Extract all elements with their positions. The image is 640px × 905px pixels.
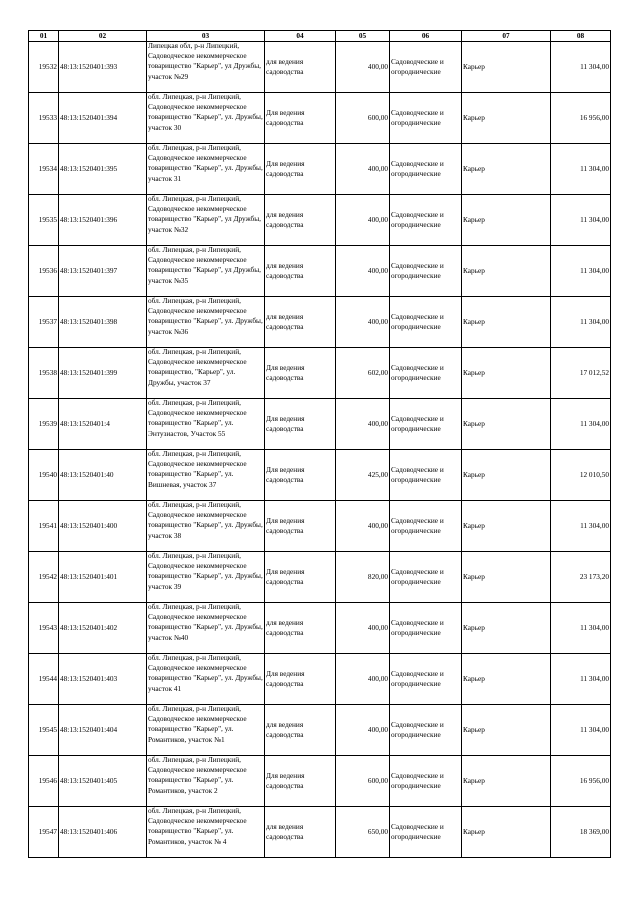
land-category-cell: Садоводческие и огороднические: [390, 195, 462, 246]
row-number-cell: 19535: [29, 195, 59, 246]
cadastral-number-cell: 48:13:1520401:402: [59, 603, 147, 654]
area-cell: 400,00: [336, 654, 390, 705]
permitted-use-cell: Для ведения садоводства: [265, 756, 336, 807]
permitted-use-cell: Для ведения садоводства: [265, 144, 336, 195]
row-number-cell: 19532: [29, 42, 59, 93]
address-cell: [147, 297, 265, 348]
permitted-use-cell: для ведения садоводства: [265, 603, 336, 654]
location-group-cell: Карьер: [462, 42, 551, 93]
cadastral-value-cell: 11 304,00: [551, 246, 611, 297]
address-text: обл. Липецкая, р-н Липецкий, Садоводческое некоммерческое товарищество "Карьер", ул. Дружбы, участок 39: [148, 551, 263, 591]
permitted-use-cell: Для ведения садоводства: [265, 552, 336, 603]
address-text: обл. Липецкая, р-н Липецкий, Садоводческое некоммерческое товарищество, "Карьер", ул. Дружбы, участок 37: [148, 347, 247, 387]
location-group-cell: Карьер: [462, 501, 551, 552]
cadastral-value-cell: 11 304,00: [551, 42, 611, 93]
area-cell: 400,00: [336, 246, 390, 297]
row-number-cell: 19544: [29, 654, 59, 705]
land-category-cell: Садоводческие и огороднические: [390, 42, 462, 93]
address-text: обл. Липецкая, р-н Липецкий, Садоводческое некоммерческое товарищество "Карьер", ул. Дружбы, участок №40: [148, 602, 263, 642]
area-cell: 400,00: [336, 705, 390, 756]
table-row: [29, 450, 611, 501]
area-cell: 400,00: [336, 297, 390, 348]
cadastral-value-cell: 11 304,00: [551, 603, 611, 654]
address-text: обл. Липецкая, р-н Липецкий, Садоводческое некоммерческое товарищество "Карьер", ул. Романтиков, участок № 4: [148, 806, 247, 846]
cadastral-number-cell: 48:13:1520401:397: [59, 246, 147, 297]
address-text: обл. Липецкая, р-н Липецкий, Садоводческое некоммерческое товарищество "Карьер", ул Дружбы, участок №32: [148, 194, 261, 234]
land-category-cell: Садоводческие и огороднические: [390, 399, 462, 450]
address-cell: [147, 399, 265, 450]
cadastral-number-cell: 48:13:1520401:401: [59, 552, 147, 603]
cadastral-number-cell: 48:13:1520401:405: [59, 756, 147, 807]
table-row: [29, 297, 611, 348]
cadastral-number-cell: 48:13:1520401:4: [59, 399, 147, 450]
header-col-08: 08: [551, 31, 611, 42]
cadastral-value-cell: 12 010,50: [551, 450, 611, 501]
location-group-cell: Карьер: [462, 450, 551, 501]
table-row: [29, 552, 611, 603]
address-text: обл. Липецкая, р-н Липецкий, Садоводческое некоммерческое товарищество "Карьер", ул. Дружбы, участок №36: [148, 296, 263, 336]
address-cell: [147, 144, 265, 195]
row-number-cell: 19539: [29, 399, 59, 450]
location-group-cell: Карьер: [462, 297, 551, 348]
table-body: [29, 42, 611, 858]
row-number-cell: 19542: [29, 552, 59, 603]
address-text: обл. Липецкая, р-н Липецкий, Садоводческое некоммерческое товарищество "Карьер", ул. Дружбы, участок 30: [148, 92, 263, 132]
cadastral-number-cell: 48:13:1520401:393: [59, 42, 147, 93]
location-group-cell: Карьер: [462, 552, 551, 603]
land-category-cell: Садоводческие и огороднические: [390, 348, 462, 399]
cadastral-number-cell: 48:13:1520401:394: [59, 93, 147, 144]
table-row: [29, 756, 611, 807]
header-row: [29, 31, 611, 42]
row-number-cell: 19541: [29, 501, 59, 552]
row-number-cell: 19534: [29, 144, 59, 195]
area-cell: 600,00: [336, 93, 390, 144]
cadastral-number-cell: 48:13:1520401:404: [59, 705, 147, 756]
land-category-cell: Садоводческие и огороднические: [390, 450, 462, 501]
header-col-07: 07: [462, 31, 551, 42]
land-register-table: [28, 30, 611, 858]
area-cell: 400,00: [336, 399, 390, 450]
address-cell: [147, 756, 265, 807]
area-cell: 820,00: [336, 552, 390, 603]
address-text: обл. Липецкая, р-н Липецкий, Садоводческое некоммерческое товарищество "Карьер", ул. Дружбы, участок 38: [148, 500, 263, 540]
location-group-cell: Карьер: [462, 603, 551, 654]
land-category-cell: Садоводческие и огороднические: [390, 756, 462, 807]
permitted-use-cell: Для ведения садоводства: [265, 348, 336, 399]
address-text: обл. Липецкая, р-н Липецкий, Садоводческое некоммерческое товарищество "Карьер", ул. Вишневая, участок 37: [148, 449, 247, 489]
cadastral-value-cell: 16 956,00: [551, 93, 611, 144]
table-row: [29, 93, 611, 144]
row-number-cell: 19536: [29, 246, 59, 297]
row-number-cell: 19543: [29, 603, 59, 654]
area-cell: 400,00: [336, 42, 390, 93]
land-category-cell: Садоводческие и огороднические: [390, 705, 462, 756]
table-row: [29, 42, 611, 93]
cadastral-value-cell: 11 304,00: [551, 144, 611, 195]
cadastral-number-cell: 48:13:1520401:395: [59, 144, 147, 195]
header-col-05: 05: [336, 31, 390, 42]
cadastral-value-cell: 18 369,00: [551, 807, 611, 858]
permitted-use-cell: для ведения садоводства: [265, 42, 336, 93]
permitted-use-cell: Для ведения садоводства: [265, 93, 336, 144]
address-cell: [147, 246, 265, 297]
address-cell: [147, 654, 265, 705]
table-row: [29, 348, 611, 399]
cadastral-number-cell: 48:13:1520401:398: [59, 297, 147, 348]
table-row: [29, 246, 611, 297]
cadastral-value-cell: 11 304,00: [551, 705, 611, 756]
area-cell: 600,00: [336, 756, 390, 807]
cadastral-value-cell: 16 956,00: [551, 756, 611, 807]
table-row: [29, 195, 611, 246]
permitted-use-cell: для ведения садоводства: [265, 246, 336, 297]
address-text: обл. Липецкая, р-н Липецкий, Садоводческое некоммерческое товарищество "Карьер", ул Дружбы, участок №35: [148, 245, 261, 285]
land-category-cell: Садоводческие и огороднические: [390, 501, 462, 552]
row-number-cell: 19537: [29, 297, 59, 348]
header-col-04: 04: [265, 31, 336, 42]
table-row: [29, 603, 611, 654]
row-number-cell: 19538: [29, 348, 59, 399]
cadastral-number-cell: 48:13:1520401:403: [59, 654, 147, 705]
area-cell: 400,00: [336, 501, 390, 552]
cadastral-number-cell: 48:13:1520401:40: [59, 450, 147, 501]
address-cell: [147, 195, 265, 246]
cadastral-value-cell: 17 012,52: [551, 348, 611, 399]
land-category-cell: Садоводческие и огороднические: [390, 807, 462, 858]
address-cell: [147, 348, 265, 399]
location-group-cell: Карьер: [462, 756, 551, 807]
location-group-cell: Карьер: [462, 195, 551, 246]
cadastral-number-cell: 48:13:1520401:400: [59, 501, 147, 552]
address-cell: [147, 705, 265, 756]
land-category-cell: Садоводческие и огороднические: [390, 552, 462, 603]
table-row: [29, 705, 611, 756]
cadastral-value-cell: 11 304,00: [551, 399, 611, 450]
table-row: [29, 654, 611, 705]
location-group-cell: Карьер: [462, 705, 551, 756]
address-text: Липецкая обл, р-н Липецкий, Садоводческое некоммерческое товарищество "Карьер", ул Дружбы, участок №29: [148, 41, 261, 81]
permitted-use-cell: Для ведения садоводства: [265, 654, 336, 705]
area-cell: 425,00: [336, 450, 390, 501]
location-group-cell: Карьер: [462, 93, 551, 144]
land-category-cell: Садоводческие и огороднические: [390, 93, 462, 144]
land-category-cell: Садоводческие и огороднические: [390, 603, 462, 654]
permitted-use-cell: для ведения садоводства: [265, 195, 336, 246]
cadastral-number-cell: 48:13:1520401:396: [59, 195, 147, 246]
permitted-use-cell: для ведения садоводства: [265, 297, 336, 348]
area-cell: 650,00: [336, 807, 390, 858]
permitted-use-cell: для ведения садоводства: [265, 807, 336, 858]
location-group-cell: Карьер: [462, 807, 551, 858]
location-group-cell: Карьер: [462, 246, 551, 297]
permitted-use-cell: Для ведения садоводства: [265, 501, 336, 552]
land-category-cell: Садоводческие и огороднические: [390, 246, 462, 297]
header-col-01: 01: [29, 31, 59, 42]
address-text: обл. Липецкая, р-н Липецкий, Садоводческое некоммерческое товарищество "Карьер", ул. Дружбы, участок 41: [148, 653, 263, 693]
address-cell: [147, 93, 265, 144]
permitted-use-cell: для ведения садоводства: [265, 705, 336, 756]
table-row: [29, 144, 611, 195]
cadastral-value-cell: 11 304,00: [551, 195, 611, 246]
address-cell: [147, 603, 265, 654]
address-cell: [147, 450, 265, 501]
table-row: [29, 807, 611, 858]
header-col-06: 06: [390, 31, 462, 42]
address-cell: [147, 42, 265, 93]
cadastral-number-cell: 48:13:1520401:406: [59, 807, 147, 858]
header-col-02: 02: [59, 31, 147, 42]
location-group-cell: Карьер: [462, 399, 551, 450]
cadastral-value-cell: 11 304,00: [551, 297, 611, 348]
address-cell: [147, 807, 265, 858]
land-category-cell: Садоводческие и огороднические: [390, 654, 462, 705]
table-header: [29, 31, 611, 42]
permitted-use-cell: Для ведения садоводства: [265, 399, 336, 450]
cadastral-value-cell: 11 304,00: [551, 654, 611, 705]
address-text: обл. Липецкая, р-н Липецкий, Садоводческое некоммерческое товарищество "Карьер", ул. Романтиков, участок №1: [148, 704, 247, 744]
land-category-cell: Садоводческие и огороднические: [390, 297, 462, 348]
address-cell: [147, 552, 265, 603]
area-cell: 602,00: [336, 348, 390, 399]
row-number-cell: 19533: [29, 93, 59, 144]
area-cell: 400,00: [336, 195, 390, 246]
row-number-cell: 19547: [29, 807, 59, 858]
land-category-cell: Садоводческие и огороднические: [390, 144, 462, 195]
location-group-cell: Карьер: [462, 348, 551, 399]
permitted-use-cell: Для ведения садоводства: [265, 450, 336, 501]
address-text: обл. Липецкая, р-н Липецкий, Садоводческое некоммерческое товарищество "Карьер", ул. Дружбы, участок 31: [148, 143, 263, 183]
area-cell: 400,00: [336, 603, 390, 654]
row-number-cell: 19545: [29, 705, 59, 756]
cadastral-value-cell: 11 304,00: [551, 501, 611, 552]
table-row: [29, 399, 611, 450]
row-number-cell: 19540: [29, 450, 59, 501]
header-col-03: 03: [147, 31, 265, 42]
row-number-cell: 19546: [29, 756, 59, 807]
location-group-cell: Карьер: [462, 654, 551, 705]
location-group-cell: Карьер: [462, 144, 551, 195]
cadastral-value-cell: 23 173,20: [551, 552, 611, 603]
address-cell: [147, 501, 265, 552]
cadastral-number-cell: 48:13:1520401:399: [59, 348, 147, 399]
table-row: [29, 501, 611, 552]
address-text: обл. Липецкая, р-н Липецкий, Садоводческое некоммерческое товарищество "Карьер", ул. Энтузиастов, Участок 55: [148, 398, 247, 438]
area-cell: 400,00: [336, 144, 390, 195]
address-text: обл. Липецкая, р-н Липецкий, Садоводческое некоммерческое товарищество "Карьер", ул. Романтиков, участок 2: [148, 755, 247, 795]
